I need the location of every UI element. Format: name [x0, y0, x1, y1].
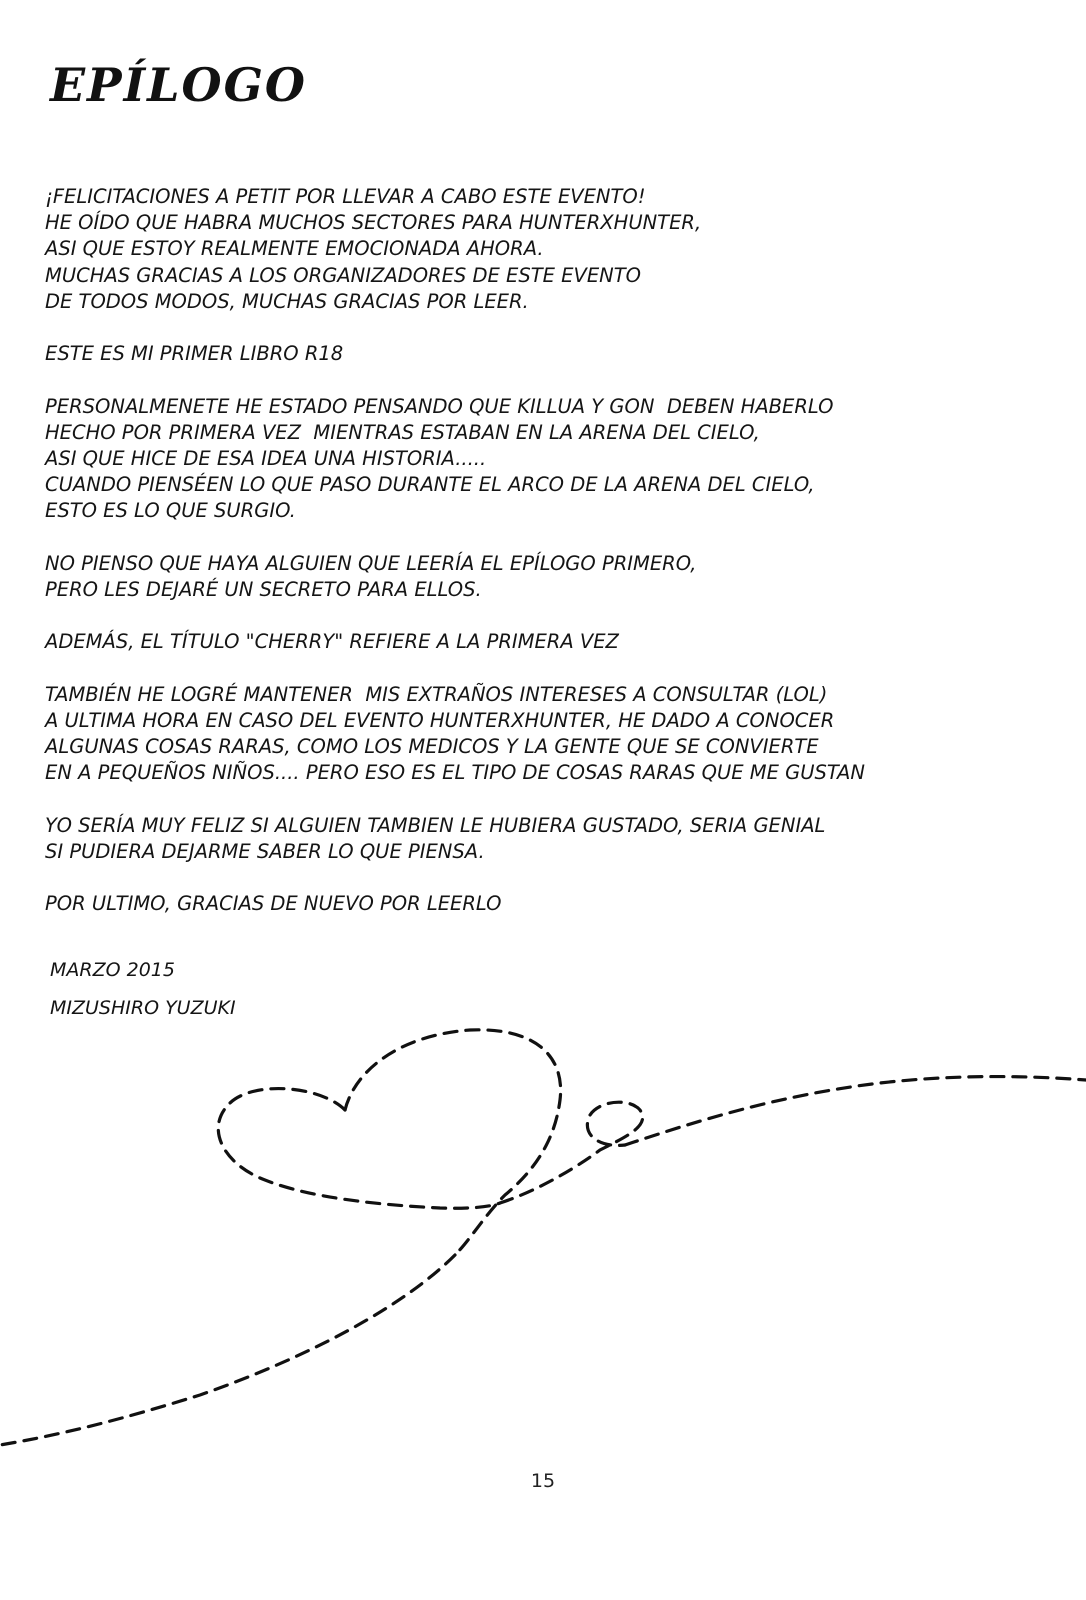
text-line: ESTE ES MI PRIMER LIBRO R18	[45, 342, 344, 366]
text-line: TAMBIÉN HE LOGRÉ MANTENER MIS EXTRAÑOS INTERESES A CONSULTAR (LOL)	[45, 682, 828, 706]
heart-right-lobe	[345, 1030, 561, 1255]
signature-date: MARZO 2015	[50, 959, 175, 981]
paragraph-8	[45, 891, 1045, 917]
heart-left-lobe	[218, 1089, 500, 1209]
text-line: EN A PEQUEÑOS NIÑOS.... PERO ESO ES EL TIPO DE COSAS RARAS QUE ME GUSTAN	[45, 761, 865, 785]
paragraph-3	[45, 394, 1045, 525]
text-line: ESTO ES LO QUE SURGIO.	[45, 499, 296, 523]
paragraph-6	[45, 682, 1045, 787]
signature-block	[50, 951, 236, 1027]
text-line: NO PIENSO QUE HAYA ALGUIEN QUE LEERÍA EL EPÍLOGO PRIMERO,	[45, 551, 697, 575]
text-line: CUANDO PIENSÉEN LO QUE PASO DURANTE EL ARCO DE LA ARENA DEL CIELO,	[45, 473, 815, 497]
text-line: ADEMÁS, EL TÍTULO "CHERRY" REFIERE A LA PRIMERA VEZ	[45, 630, 619, 654]
paragraph-2	[45, 341, 1045, 367]
page-number: 15	[530, 1470, 556, 1492]
epilogue-body	[45, 184, 1045, 944]
text-line: PERO LES DEJARÉ UN SECRETO PARA ELLOS.	[45, 578, 482, 601]
text-line: PERSONALMENETE HE ESTADO PENSANDO QUE KILLUA Y GON DEBEN HABERLO	[45, 394, 834, 418]
text-line: ALGUNAS COSAS RARAS, COMO LOS MEDICOS Y LA GENTE QUE SE CONVIERTE	[45, 735, 819, 759]
text-line: SI PUDIERA DEJARME SABER LO QUE PIENSA.	[45, 839, 485, 863]
page-title: EPÍLOGO	[50, 58, 307, 112]
text-line: A ULTIMA HORA EN CASO DEL EVENTO HUNTERXHUNTER, HE DADO A CONOCER	[45, 708, 835, 732]
text-line: YO SERÍA MUY FELIZ SI ALGUIEN TAMBIEN LE HUBIERA GUSTADO, SERIA GENIAL	[45, 813, 826, 837]
small-loop	[500, 1102, 643, 1203]
text-line: DE TODOS MODOS, MUCHAS GRACIAS POR LEER.	[45, 289, 529, 313]
text-line: HE OÍDO QUE HABRA MUCHOS SECTORES PARA HUNTERXHUNTER,	[45, 211, 702, 235]
paragraph-5	[45, 629, 1045, 655]
paragraph-7	[45, 813, 1045, 865]
trail-right	[625, 1077, 1086, 1145]
text-line: POR ULTIMO, GRACIAS DE NUEVO POR LEERLO	[45, 892, 502, 916]
signature-author: MIZUSHIRO YUZUKI	[50, 997, 236, 1019]
text-line: MUCHAS GRACIAS A LOS ORGANIZADORES DE ESTE EVENTO	[45, 263, 641, 287]
trail-left	[0, 1255, 455, 1445]
paragraph-4	[45, 551, 1045, 603]
paragraph-1	[45, 184, 1045, 315]
text-line: HECHO POR PRIMERA VEZ MIENTRAS ESTABAN EN LA ARENA DEL CIELO,	[45, 420, 760, 444]
text-line: ASI QUE ESTOY REALMENTE EMOCIONADA AHORA.	[45, 237, 544, 261]
text-line: ASI QUE HICE DE ESA IDEA UNA HISTORIA.....	[45, 447, 487, 470]
text-line: ¡FELICITACIONES A PETIT POR LLEVAR A CABO ESTE EVENTO!	[45, 185, 646, 208]
